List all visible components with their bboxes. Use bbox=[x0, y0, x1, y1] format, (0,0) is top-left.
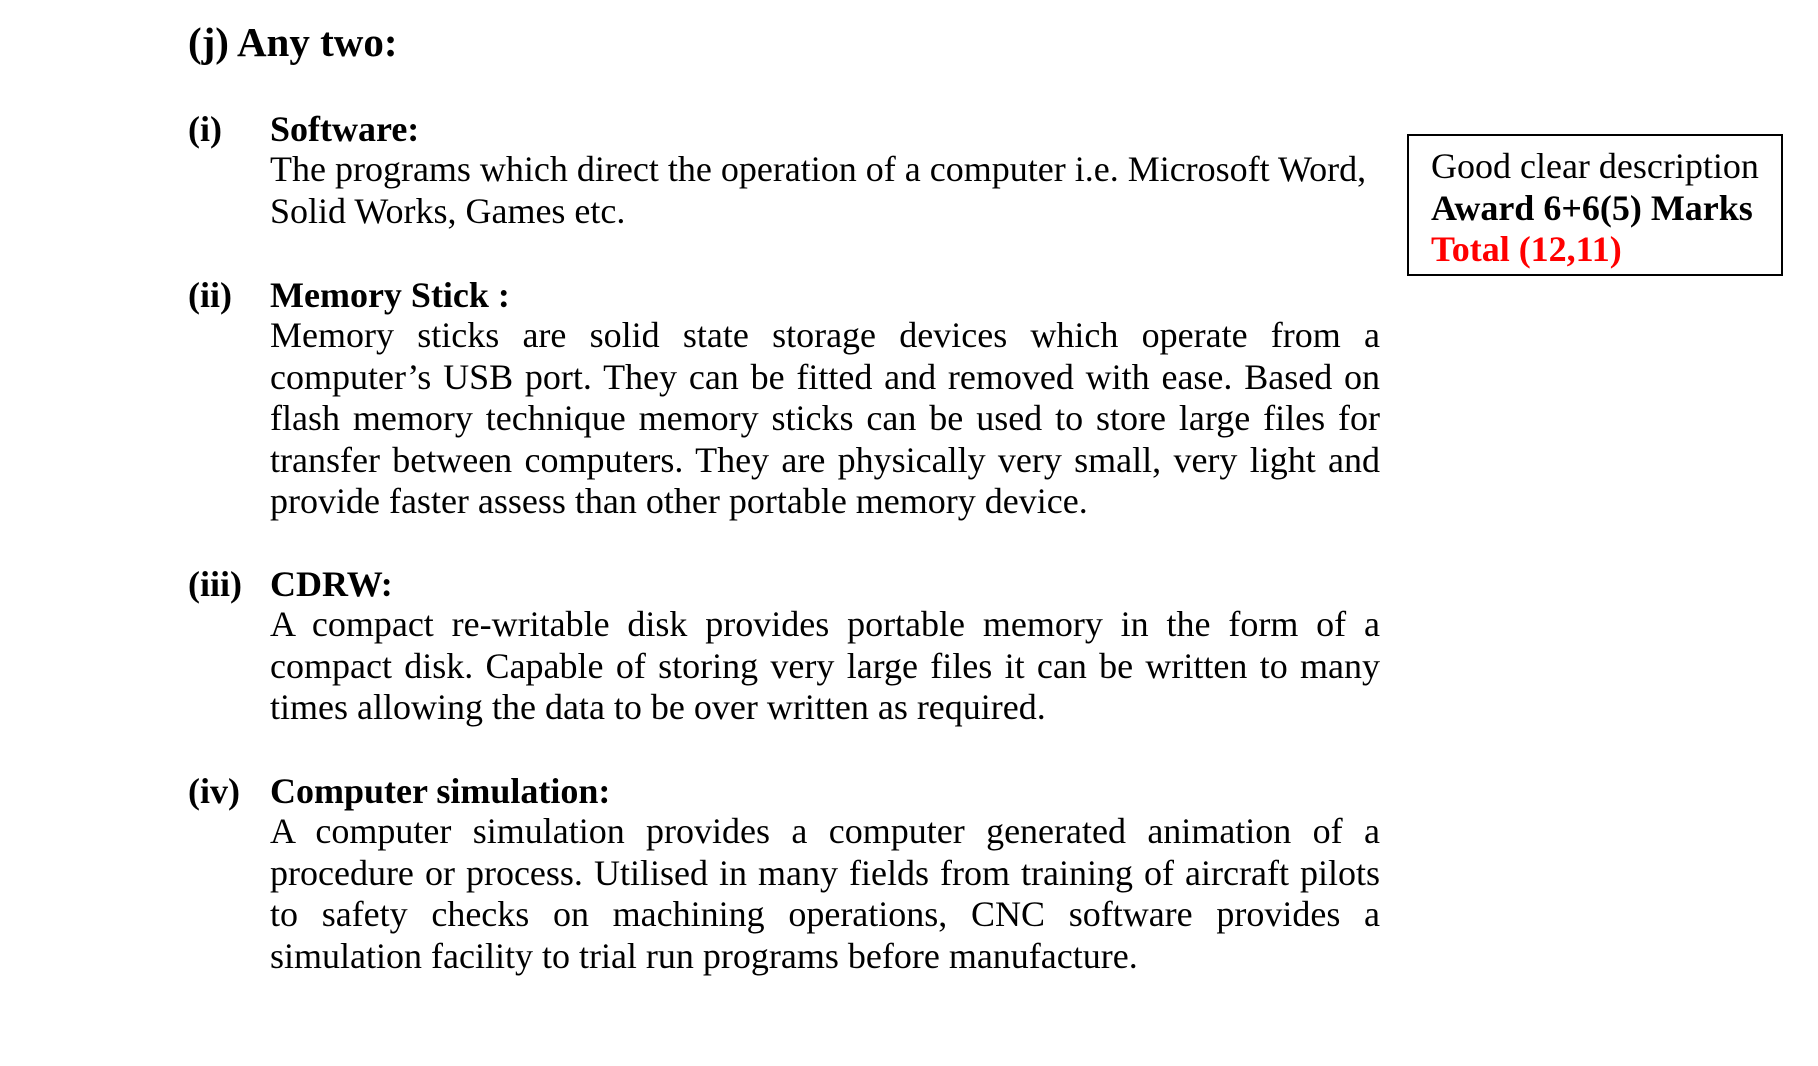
item-number: (iii) bbox=[188, 564, 242, 604]
item-body: Memory sticks are solid state storage devices which operate from a computer’s USB port. They can be fitted and removed with ease. Based on flash memory technique memory sticks can be used to store large files for transfer between computers. They are physically very small, very light and provide faster assess than other portable memory device. bbox=[270, 315, 1380, 521]
item-number: (i) bbox=[188, 109, 222, 149]
item-number: (iv) bbox=[188, 771, 240, 811]
item-body: A compact re-writable disk provides portable memory in the form of a compact disk. Capable of storing very large files it can be written to many times allowing the data to be over written as required. bbox=[270, 604, 1380, 727]
section-heading: (j) Any two: bbox=[188, 19, 398, 65]
marking-scheme-box bbox=[1407, 134, 1783, 276]
item-body: A computer simulation provides a computer generated animation of a procedure or process. Utilised in many fields from training of aircraft pilots to safety checks on machining operations, CNC software provides a simulation facility to trial run programs before manufacture. bbox=[270, 811, 1380, 976]
item-number: (ii) bbox=[188, 275, 232, 315]
marking-total: Total (12,11) bbox=[1431, 229, 1622, 269]
item-title: Computer simulation: bbox=[270, 771, 611, 811]
item-title: Software: bbox=[270, 109, 420, 149]
item-body: The programs which direct the operation of a computer i.e. Microsoft Word, Solid Works, Games etc. bbox=[270, 149, 1367, 231]
item-title: CDRW: bbox=[270, 564, 393, 604]
marking-description: Good clear description bbox=[1431, 146, 1759, 186]
marking-award: Award 6+6(5) Marks bbox=[1431, 187, 1753, 228]
item-title: Memory Stick : bbox=[270, 275, 510, 315]
